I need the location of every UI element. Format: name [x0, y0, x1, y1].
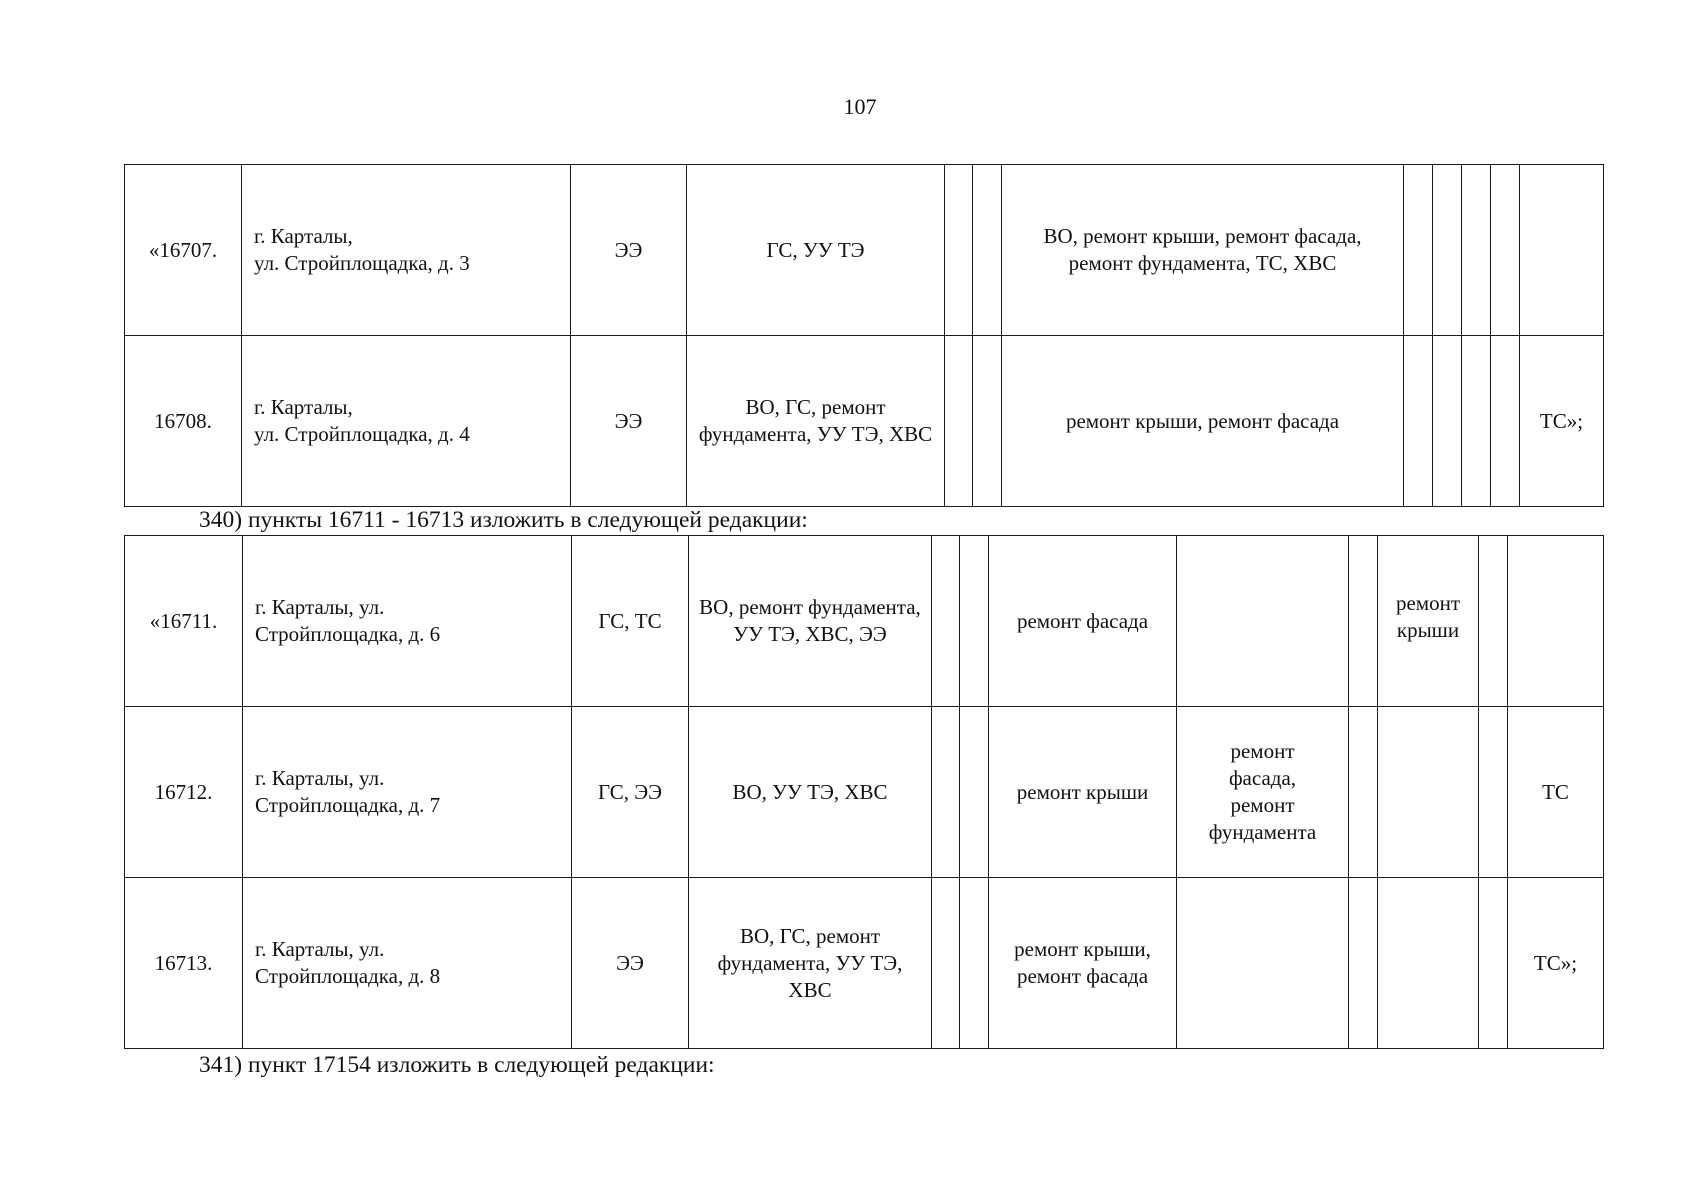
works-cell: ремонт крыши — [989, 707, 1177, 878]
empty-cell — [1462, 165, 1491, 336]
table-row — [125, 165, 1604, 336]
empty-cell — [960, 536, 989, 707]
empty-cell — [1433, 165, 1462, 336]
works-cell: ремонт крыши, ремонт фасада — [1002, 336, 1404, 507]
works-cell: ВО, УУ ТЭ, ХВС — [689, 707, 932, 878]
table-row — [125, 336, 1604, 507]
empty-cell — [1349, 707, 1378, 878]
address-cell: г. Карталы, ул. Стройплощадка, д. 6 — [243, 536, 572, 707]
empty-cell — [1479, 878, 1508, 1049]
works-cell: ремонт крыши, ремонт фасада — [989, 878, 1177, 1049]
empty-cell — [960, 878, 989, 1049]
empty-cell — [932, 536, 960, 707]
address-cell: г. Карталы, ул. Стройплощадка, д. 8 — [243, 878, 572, 1049]
works-cell: ремонт фасада — [989, 536, 1177, 707]
empty-cell — [1479, 707, 1508, 878]
works-cell: ГС, ТС — [572, 536, 689, 707]
address-cell: г. Карталы, ул. Стройплощадка, д. 4 — [242, 336, 571, 507]
empty-cell — [973, 165, 1002, 336]
empty-cell — [1404, 336, 1433, 507]
empty-cell — [1349, 878, 1378, 1049]
table-row — [125, 536, 1604, 707]
works-cell: ремонт фасада, ремонт фундамента — [1177, 707, 1349, 878]
works-cell — [1177, 536, 1349, 707]
works-cell — [1177, 878, 1349, 1049]
works-cell: ТС — [1508, 707, 1604, 878]
item-number: 16712. — [125, 707, 243, 878]
works-cell: ГС, ЭЭ — [572, 707, 689, 878]
works-cell: ГС, УУ ТЭ — [687, 165, 945, 336]
works-cell — [1508, 536, 1604, 707]
empty-cell — [945, 165, 973, 336]
empty-cell — [1479, 536, 1508, 707]
empty-cell — [1433, 336, 1462, 507]
empty-cell — [1491, 336, 1520, 507]
empty-cell — [973, 336, 1002, 507]
empty-cell — [945, 336, 973, 507]
amendment-341: 341) пункт 17154 изложить в следующей редакции: — [199, 1052, 715, 1078]
table-row — [125, 878, 1604, 1049]
item-number: 16708. — [125, 336, 242, 507]
works-cell — [1520, 165, 1604, 336]
empty-cell — [1404, 165, 1433, 336]
works-cell: ВО, ремонт фундамента, УУ ТЭ, ХВС, ЭЭ — [689, 536, 932, 707]
empty-cell — [960, 707, 989, 878]
program-table-2 — [124, 535, 1604, 1049]
works-cell: ЭЭ — [571, 165, 687, 336]
item-number: «16711. — [125, 536, 243, 707]
empty-cell — [1349, 536, 1378, 707]
works-cell: ЭЭ — [571, 336, 687, 507]
works-cell: ремонт крыши — [1378, 536, 1479, 707]
address-cell: г. Карталы, ул. Стройплощадка, д. 7 — [243, 707, 572, 878]
works-cell: ВО, ГС, ремонт фундамента, УУ ТЭ, ХВС — [689, 878, 932, 1049]
page-number: 107 — [843, 94, 877, 119]
works-cell: ЭЭ — [572, 878, 689, 1049]
empty-cell — [1491, 165, 1520, 336]
address-cell: г. Карталы, ул. Стройплощадка, д. 3 — [242, 165, 571, 336]
empty-cell — [1462, 336, 1491, 507]
empty-cell — [932, 707, 960, 878]
empty-cell — [932, 878, 960, 1049]
works-cell — [1378, 707, 1479, 878]
table-row — [125, 707, 1604, 878]
works-cell: ВО, ремонт крыши, ремонт фасада, ремонт фундамента, ТС, ХВС — [1002, 165, 1404, 336]
amendment-340: 340) пункты 16711 - 16713 изложить в следующей редакции: — [199, 507, 808, 533]
works-cell — [1378, 878, 1479, 1049]
works-cell: ТС»; — [1520, 336, 1604, 507]
program-table-1 — [124, 164, 1604, 507]
item-number: 16713. — [125, 878, 243, 1049]
item-number: «16707. — [125, 165, 242, 336]
works-cell: ТС»; — [1508, 878, 1604, 1049]
works-cell: ВО, ГС, ремонт фундамента, УУ ТЭ, ХВС — [687, 336, 945, 507]
